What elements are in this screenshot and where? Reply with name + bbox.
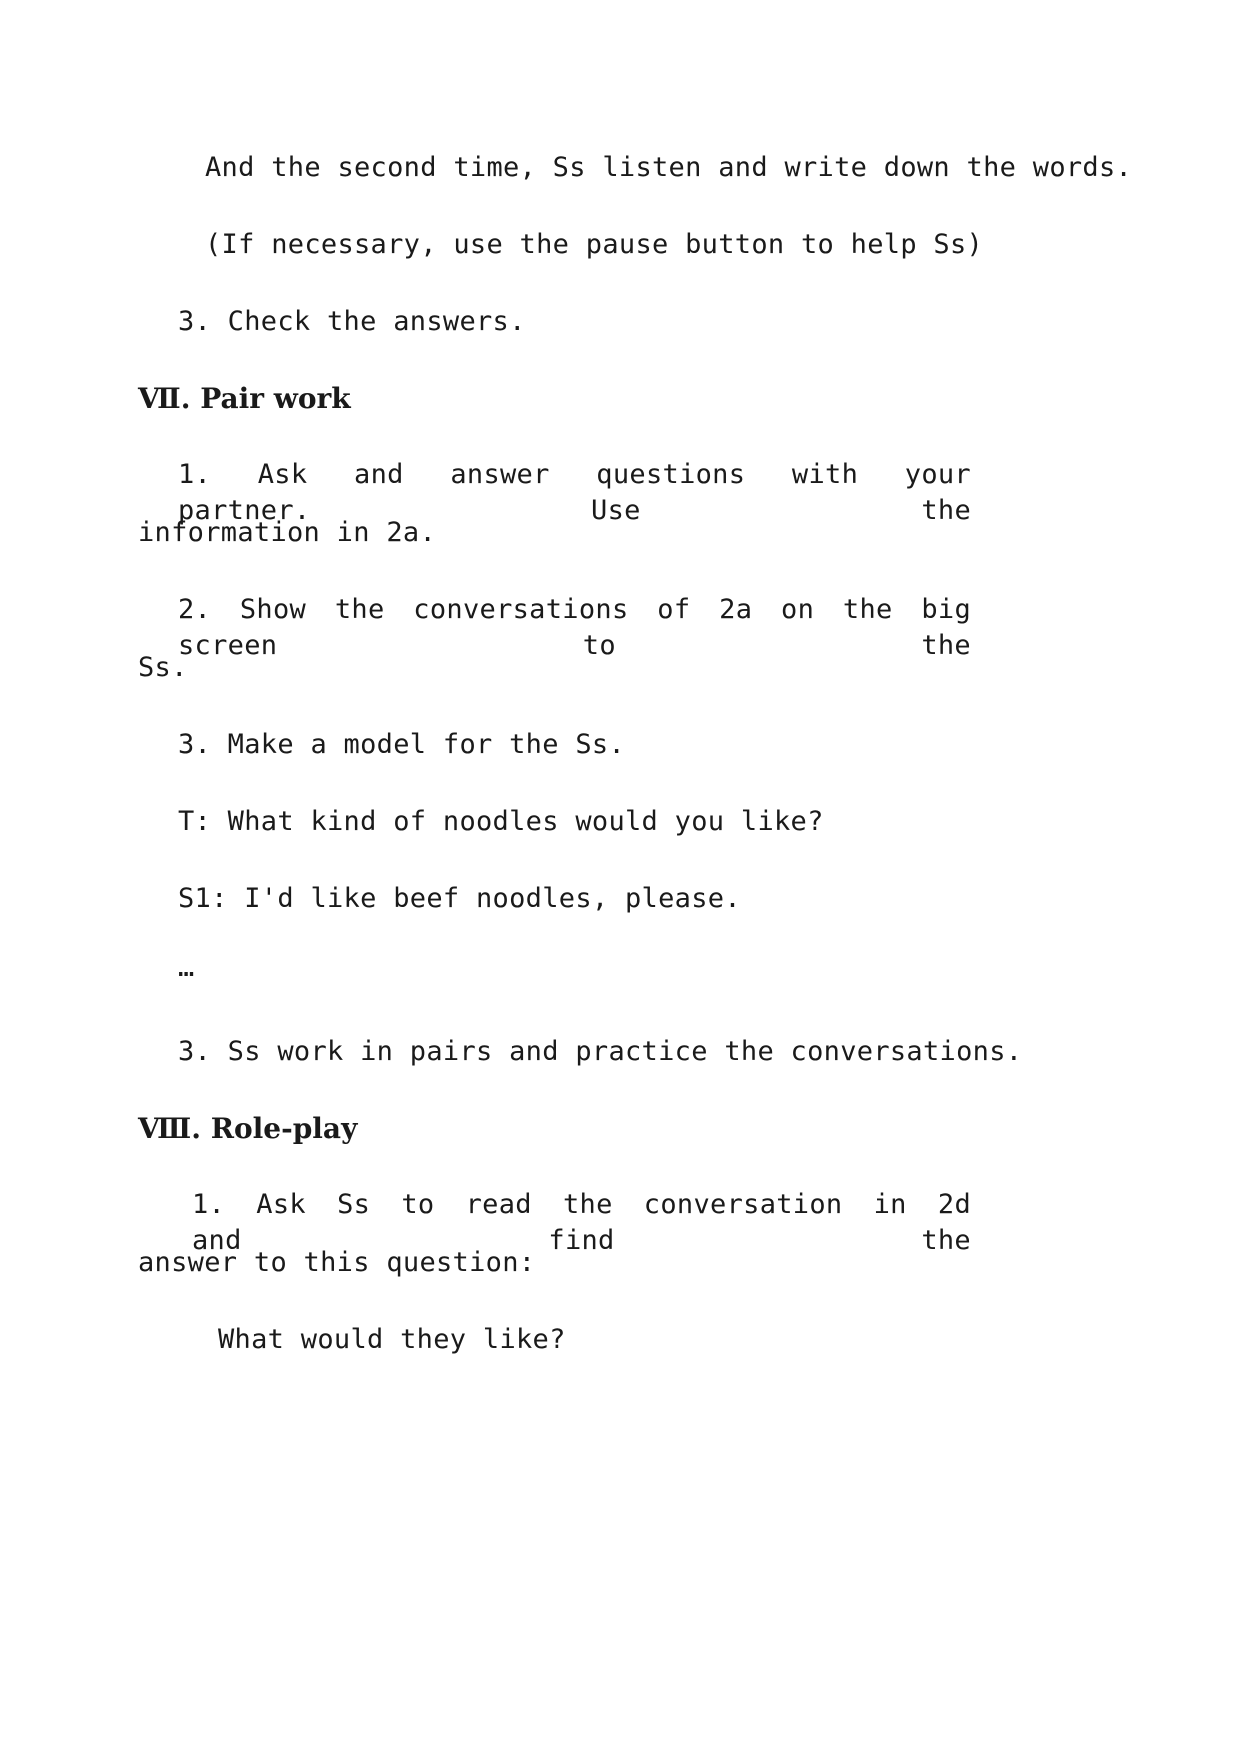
pair-work-step-1-cont: information in 2a. — [138, 517, 436, 548]
dialogue-student-line: S1: I'd like beef noodles, please. — [178, 883, 741, 914]
pair-work-step-3: 3. Make a model for the Ss. — [178, 729, 625, 760]
section-heading-pair-work: Ⅶ. Pair work — [138, 382, 351, 415]
role-play-step-1-cont: answer to this question: — [138, 1247, 536, 1278]
paragraph-second-time: And the second time, Ss listen and write down the words. — [205, 152, 1133, 183]
dialogue-ellipsis: … — [178, 952, 195, 983]
pair-work-step-4: 3. Ss work in pairs and practice the conversations. — [178, 1036, 1023, 1067]
role-play-step-1: 1. Ask Ss to read the conversation in 2d and find the — [192, 1189, 971, 1256]
section-heading-role-play: Ⅷ. Role-play — [138, 1112, 358, 1145]
step-check-answers: 3. Check the answers. — [178, 306, 526, 337]
role-play-question: What would they like? — [218, 1324, 566, 1355]
pair-work-step-1: 1. Ask and answer questions with your partner. Use the — [178, 459, 971, 526]
pair-work-step-2-cont: Ss. — [138, 652, 188, 683]
paragraph-pause-note: (If necessary, use the pause button to help Ss) — [205, 229, 984, 260]
dialogue-teacher-line: T: What kind of noodles would you like? — [178, 806, 824, 837]
pair-work-step-2: 2. Show the conversations of 2a on the big screen to the — [178, 594, 971, 661]
